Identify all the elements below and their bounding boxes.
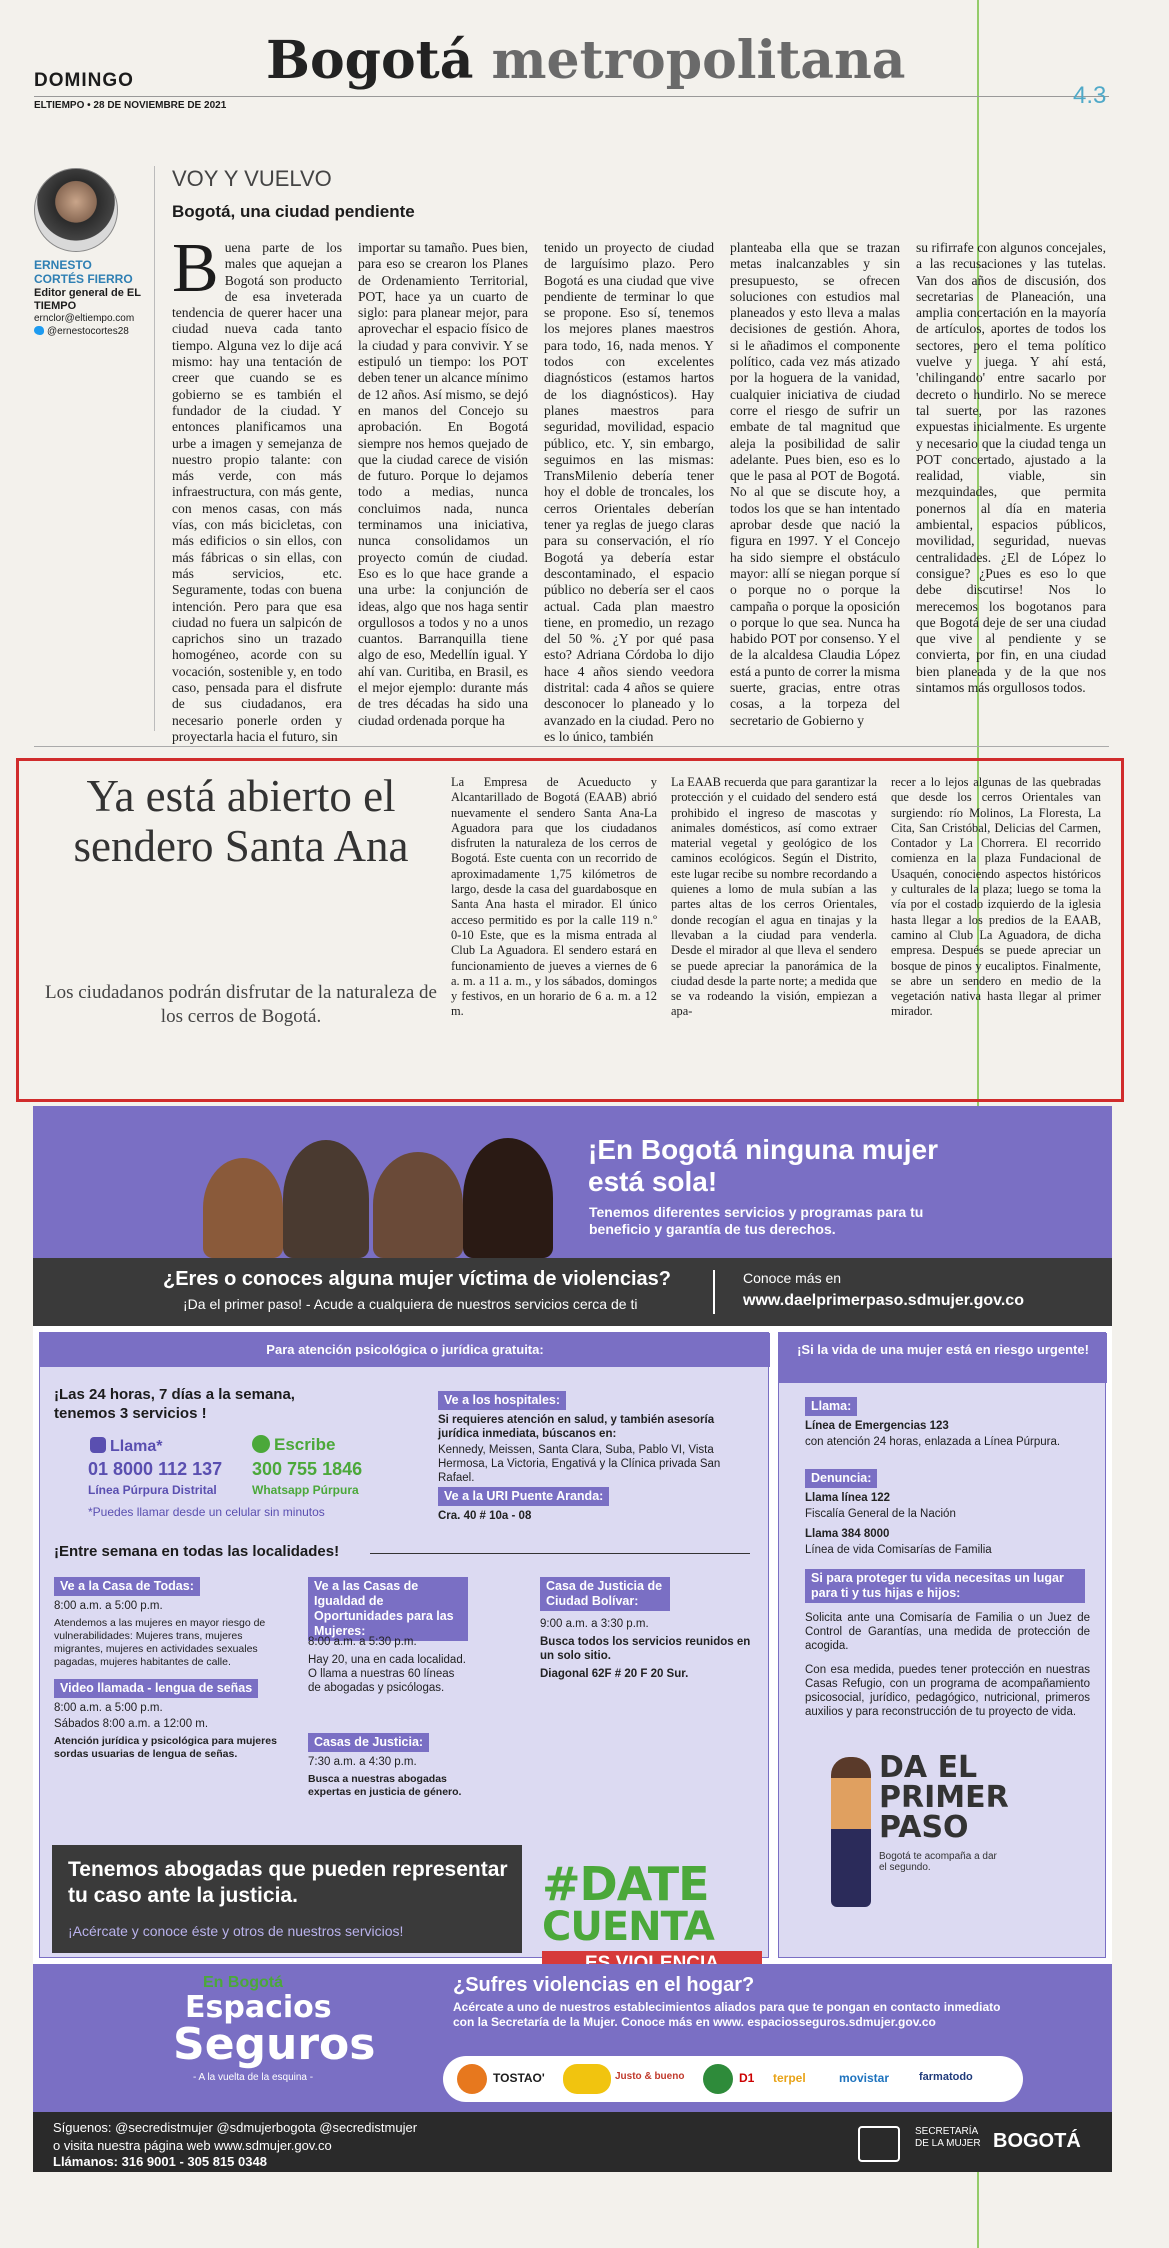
column-text-3: tenido un proyecto de ciudad de larguísimo plazo. Pero Bogotá es una ciudad que vive pendiente de terminar lo que se propone. Eso sí, tenemos los mejores planes maestros para todo, 16, nada menos. Y todos con excelentes diagnósticos (estamos hartos de los diagnósticos). Hay planes maestros para seguridad, movilidad, espacio público, etc. Y, sin embargo, seguimos en las mismas: TransMilenio debería tener hoy el doble de troncales, los cerros Orientales deberían tener ya reglas de juego claras para su conservación, el río Bogotá ya debería estar descontaminado, el espacio público no debería ser el caos actual. Cada plan maestro tiene, en promedio, un rezago del 50 %. ¿Y por qué pasa esto? Adriana Córdoba lo dijo hace 4 años siendo veedora distrital: cada 4 años se quiere desconocer lo planeado y lo avanzado en la ciudad. Pero no es lo único, también [544,240,714,744]
column-kicker: VOY Y VUELVO [172,166,332,191]
ad-banner [33,1106,1112,1258]
dateline: ELTIEMPO • 28 DE NOVIEMBRE DE 2021 [34,100,227,111]
author-role: Editor general de EL TIEMPO [34,287,141,312]
casa-todas-hours: 8:00 a.m. a 5:00 p.m. [54,1600,163,1612]
justicia-hours: 7:30 a.m. a 4:30 p.m. [308,1756,417,1768]
column-subtitle: Bogotá, una ciudad pendiente [172,202,415,221]
video-hours-1: 8:00 a.m. a 5:00 p.m. [54,1702,163,1714]
sendero-headline: Ya está abierto el sendero Santa Ana [73,771,409,871]
weekday-rule [370,1553,750,1554]
d1-logo-icon [703,2064,733,2094]
escribe-label-text: Escribe [274,1435,336,1454]
espacios-logo-en: En Bogotá [203,1974,283,1991]
espacios-logo-espacios: Espacios [185,1990,332,2025]
brand-farmatodo: farmatodo [919,2071,973,2083]
uri-tag: Ve a la URI Puente Aranda: [438,1487,609,1506]
video-hours-2: Sábados 8:00 a.m. a 12:00 m. [54,1718,209,1730]
ad-url: www.daelprimerpaso.sdmujer.gov.co [743,1292,1024,1309]
ad-question-sub: ¡Da el primer paso! - Acude a cualquiera de nuestros servicios cerca de ti [183,1296,638,1312]
masthead-bold: Bogotá [266,30,474,91]
ad-footer [33,2112,1112,2172]
phone-icon [90,1437,106,1453]
primer-paso-sub: Bogotá te acompaña a dar el segundo. [879,1851,997,1873]
date-cuenta-hashtag: #DATE [542,1857,709,1911]
llama-number: 01 8000 112 137 [88,1459,223,1479]
twitter-icon [34,326,44,335]
column-text-1-body: uena parte de los males que aquejan a Bogotá son producto de esa inveterada tendencia de querer hacer una ciudad nueva cada tanto tiempo. Alguna vez lo dije acá mismo: hay una tentación de creer que cuando se es gobierno se es también el fundador de la ciudad. Y entonces planificamos una urbe a imagen y semejanza de nuestro propio talante: con más verde, con más infraestructura, con más gente, con menos casas, con más vías, con más bicicletas, con más edificios o sin ellos, con más fábricas o sin ellas, con más servicios, etc. Seguramente, todas con buena intención. Pero para que esa ciudad no fuera un salpicón de caprichos sino un trazado homogéneo, acorde con su vocación, sostenible y, en todo caso, pensada para el disfrute de sus ciudadanos, era necesario ponerle orden y proyectarla hacia el futuro, sin [172,240,342,744]
espacios-question: ¿Sufres violencias en el hogar? [453,1974,755,1996]
column-divider [154,166,155,731]
footer-secretaria: SECRETARÍA DE LA MUJER [915,2126,981,2149]
footer-phones: Llámanos: 316 9001 - 305 815 0348 [53,2154,267,2169]
author-twitter [34,326,129,337]
author-email: ernclor@eltiempo.com [34,313,135,324]
ad-divider [713,1270,715,1314]
proteger-text: Solicita ante una Comisaría de Familia o un Juez de Control de Garantías, una medida de protección de acogida. [805,1612,1090,1652]
justicia-text: Busca a nuestras abogadas expertas en justicia de género. [308,1773,462,1798]
escribe-label [252,1435,335,1455]
ad-question-bar [33,1258,1112,1326]
sendero-deck: Los ciudadanos podrán disfrutar de la naturaleza de los cerros de Bogotá. [45,982,437,1027]
video-tag: Video llamada - lengua de señas [54,1679,258,1698]
column-text-4: planteaba ella que se trazan metas inalcanzables y sin presupuesto, se ofrecen soluciones con estudios mal planeados y esto lleva a malas decisiones de gestión. Ahora, si le añadimos el componente político, cada vez más atizado por la hoguera de la vanidad, cualquier iniciativa de ciudad corre el riesgo de sufrir un embate de tal magnitud que aleja la posibilidad de salir adelante. Pues bien, eso es lo que le pasa al POT de Bogotá. No al que se discute hoy, a todos los que se han intentado aprobar desde que nació la figura en 1997. Y el Concejo ha sido siempre el obstáculo mayor: allí se niegan porque sí o porque no o porque la campaña o porque la oposición o porque lo que sea. Nunca ha habido POT por consenso. Y el de la alcaldesa Claudia López está a punto de correr la misma suerte, gracias, entre otras cosas, a la torpeza del secretario de Gobierno y [730,240,900,728]
justicia-tag: Casas de Justicia: [308,1733,429,1752]
ad-urgent-panel [778,1332,1106,1958]
woman-figure [463,1138,553,1258]
espacios-seguros-banner [33,1964,1112,2112]
escribe-sub: Whatsapp Púrpura [252,1483,359,1497]
proteger-tag: Si para proteger tu vida necesitas un lugar para ti y tus hijas e hijos: [805,1569,1085,1603]
sendero-text-3: recer a lo lejos algunas de las quebradas que desde los cerros Orientales van surgiendo: río Molinos, La Floresta, La Cita, San Cristóbal, Delicias del Carmen, Contador y La Chorrera. El recorrido comienza en la plaza Fundacional de Usaquén, conociendo aspectos históricos y culturales de la plaza; luego se toma la vía por el costado izquierdo de la iglesia hasta llegar a los predios de la EAAB, camino al Club La Aguadora, de dicha empresa. Después se puede apreciar un bosque de pinos y eucaliptos. Finalmente, se abre un sendero en medio de la vegetación nativa hasta llegar al primer mirador. [891,775,1101,1019]
weekday-heading: ¡Entre semana en todas las localidades! [54,1543,340,1560]
casa-todas-text: Atendemos a las mujeres en mayor riesgo de vulnerabilidades: Mujeres trans, mujeres migrantes, mujeres en actividades sexuales pagadas, mujeres habitantes de calle. [54,1617,266,1668]
llama-label-text: Llama* [110,1438,163,1455]
comisarias: Línea de vida Comisarías de Familia [805,1544,992,1556]
espacios-logo-seguros: Seguros [173,2019,376,2070]
brand-tostao: TOSTAO' [493,2071,545,2085]
header-rule [34,96,1109,97]
section-masthead [266,30,905,91]
urgent-header: ¡Si la vida de una mujer está en riesgo urgente! [779,1333,1107,1383]
brand-justo-bueno: Justo & bueno [615,2071,685,2082]
column-text-5: su rifirrafe con algunos concejales, a las recusaciones y las tutelas. Van dos años de discusión, dos secretarias de Planeación, una amplia concertación en la mayoría de artículos, aportes de todos los sectores, pero el tema político vuelve y juega. Y ahí está, 'chilingando' entre sacarlo por decreto o hundirlo. No se merece tal suerte, por las razones expuestas inicialmente. Es urgente y necesario que la ciudad tenga un POT concertado, ajustado a la realidad, viable, sin mezquindades, que permita ponernos al día en materia ambiental, espacios públicos, movilidad, seguridad, nuevas centralidades. ¿El de López lo consigue? ¿Pues es eso lo que debe discutirse! Nos lo merecemos los bogotanos para que Bogotá deje de ser una ciudad que vive al pendiente y se convierta, por fin, en una ciudad bien planeada y de la que nos sintamos más orgullosos todos. [916,240,1106,696]
column-bottom-rule [34,746,1109,747]
ad-subheadline: Tenemos diferentes servicios y programas para tu beneficio y garantía de tus derechos. [589,1204,924,1237]
drop-cap: B [172,230,219,307]
h24-heading: ¡Las 24 horas, 7 días a la semana, tenemos 3 servicios ! [54,1386,295,1422]
hospitals-list: Kennedy, Meissen, Santa Clara, Suba, Pablo VI, Vista Hermosa, La Victoria, Engativá y la Clínica privada San Rafael. [438,1444,721,1484]
partner-brands [443,2056,1023,2102]
date-cuenta-logo [542,1857,762,1977]
espacios-text: Acércate a uno de nuestros establecimientos aliados para que te pongan en contacto inmediato con la Secretaría de la Mujer. Conoce más en www. espaciosseguros.sdmujer.gov.co [453,2000,1001,2029]
whatsapp-icon [252,1435,270,1453]
emergency-line: Línea de Emergencias 123 [805,1420,949,1432]
justo-bueno-logo-icon [563,2064,611,2094]
hospitals-tag: Ve a los hospitales: [438,1391,566,1410]
ad-note: *Puedes llamar desde un celular sin minutos [88,1505,325,1519]
uri-address: Cra. 40 # 10a - 08 [438,1510,532,1522]
date-cuenta-word: CUENTA [542,1904,714,1950]
abogadas-box [52,1845,522,1953]
footer-social: Síguenos: @secredistmujer @sdmujerbogota @secredistmujer [53,2120,418,2135]
ad-question: ¿Eres o conoces alguna mujer víctima de violencias? [163,1268,671,1290]
fiscalia: Fiscalía General de la Nación [805,1508,956,1520]
primer-paso-logo: DA EL PRIMER PASO [879,1750,1009,1845]
igualdad-hours: 8:00 a.m. a 5:30 p.m. [308,1636,417,1648]
ad-services-panel [39,1332,769,1958]
services-header: Para atención psicológica o jurídica gratuita: [40,1333,770,1367]
video-text: Atención jurídica y psicológica para mujeres sordas usuarias de lengua de señas. [54,1735,277,1760]
ad-women-photo [193,1120,573,1258]
acercate-text: ¡Acércate y conoce éste y otros de nuestros servicios! [68,1923,404,1939]
column-text-2: importar su tamaño. Pues bien, para eso se crearon los Planes de Ordenamiento Territorial, POT, hace ya un cuarto de siglo: para planear mejor, para aprovechar el espacio físico de la ciudad y para convivir. Y se estipuló un tiempo: los POT deben tener un alcance mínimo de 12 años. Así mismo, se dejó en manos del Concejo su aprobación. En Bogotá siempre nos hemos quejado de que la ciudad carece de visión de futuro. Porque lo dejamos todo a medias, nunca concluimos nada, nunca terminamos una iniciativa, nunca consolidamos un proyecto común de ciudad. Eso es lo que hace grande a una urbe: la conjunción de ideas, algo que nos haga sentir orgullosos a todos y no a unos cuantos. Barranquilla tiene algo de eso, Medellín igual. Y ahí van. Curitiba, en Brasil, es el mejor ejemplo: durante más de tres décadas ha sido una ciudad ordenada porque ha [358,240,528,728]
bolivar-tag: Casa de Justicia de Ciudad Bolívar: [540,1577,670,1611]
author-photo [34,168,118,252]
ad-headline: ¡En Bogotá ninguna mujer está sola! [588,1134,938,1197]
page-number: 4.3 [1073,82,1107,109]
escribe-number: 300 755 1846 [252,1459,363,1479]
igualdad-text: Hay 20, una en cada localidad. O llama a nuestras 60 líneas de abogadas y psicólogas. [308,1654,466,1694]
day-label: DOMINGO [34,70,134,91]
denuncia-tag: Denuncia: [805,1469,877,1488]
hospitals-text: Si requieres atención en salud, y también asesoría jurídica inmediata, búscanos en: [438,1414,715,1440]
bolivar-text: Busca todos los servicios reunidos en un solo sitio. [540,1636,751,1662]
woman-figure [203,1158,283,1258]
sdmujer-advertisement [33,1106,1112,2172]
bolivar-hours: 9:00 a.m. a 3:30 p.m. [540,1618,649,1630]
author-name: ERNESTO CORTÉS FIERRO [34,258,133,286]
casa-todas-tag: Ve a la Casa de Todas: [54,1577,200,1596]
emergency-sub: con atención 24 horas, enlazada a Línea Púrpura. [805,1436,1061,1448]
llama-sub: Línea Púrpura Distrital [88,1483,217,1497]
llama-label [90,1437,162,1456]
brand-movistar: movistar [839,2071,890,2085]
bolivar-address: Diagonal 62F # 20 F 20 Sur. [540,1668,689,1680]
footer-web: o visita nuestra página web www.sdmujer.gov.co [53,2138,332,2153]
llama-tag: Llama: [805,1397,857,1416]
ad-conoce-label: Conoce más en [743,1270,842,1286]
sendero-article-box [16,758,1124,1102]
espacios-logo-tagline: - A la vuelta de la esquina - [193,2072,314,2083]
refugio-text: Con esa medida, puedes tener protección en nuestras Casas Refugio, con un programa de acompañamiento psicosocial, jurídico, pedagógico, nutricional, primeros auxilios y para reconstrucción de tu proyecto de vida. [805,1664,1090,1718]
line-122: Llama línea 122 [805,1492,891,1504]
line-384: Llama 384 8000 [805,1528,890,1540]
footer-bogota-logo: BOGOTÁ [993,2130,1081,2152]
author-twitter-handle: @ernestocortes28 [47,326,129,337]
column-text-1 [172,230,342,744]
brand-d1: D1 [739,2071,755,2085]
sendero-text-1: La Empresa de Acueducto y Alcantarillado de Bogotá (EAAB) abrió nuevamente el sendero Santa Ana-La Aguadora para que los ciudadanos disfruten la naturaleza de los cerros de Bogotá. Este cuenta con un recorrido de aproximadamente 1,75 kilómetros de largo, desde la casa del guardabosque en Santa Ana hasta el mirador. El único acceso permitido es por la calle 119 n.º 0-10 Este, que es la misma entrada al Club La Aguadora. El sendero estará en funcionamiento de jueves a viernes de 6 a. m. a 11 a. m., y los sábados, domingos y festivos, en un horario de 6 a. m. a 12 m. [451,775,657,1019]
tostao-logo-icon [457,2064,487,2094]
masthead-light: metropolitana [491,30,906,91]
alcaldia-shield-icon [858,2126,900,2162]
igualdad-tag: Ve a las Casas de Igualdad de Oportunidades para las Mujeres: [308,1577,468,1641]
abogadas-text: Tenemos abogadas que pueden representar tu caso ante la justicia. [68,1858,508,1907]
woman-walking-illustration [831,1757,871,1907]
woman-figure [373,1152,463,1258]
sendero-text-2: La EAAB recuerda que para garantizar la protección y el cuidado del sendero está prohibido el ingreso de mascotas y animales domésticos, así como extraer material vegetal y geológico de los caminos ecológicos. Según el Distrito, este lugar recibe su nombre recordando a quienes a lomo de mula subían a las partes altas de los cerros Orientales, donde recogían el agua en tinajas y la llevaban a la ciudad para venderla. Desde el mirador al que lleva el sendero se puede apreciar la panorámica de la ciudad desde la parte norte; a medida que se va rodeando la visión, empiezan a apa- [671,775,877,1019]
woman-figure [283,1140,369,1258]
brand-terpel: terpel [773,2071,806,2085]
